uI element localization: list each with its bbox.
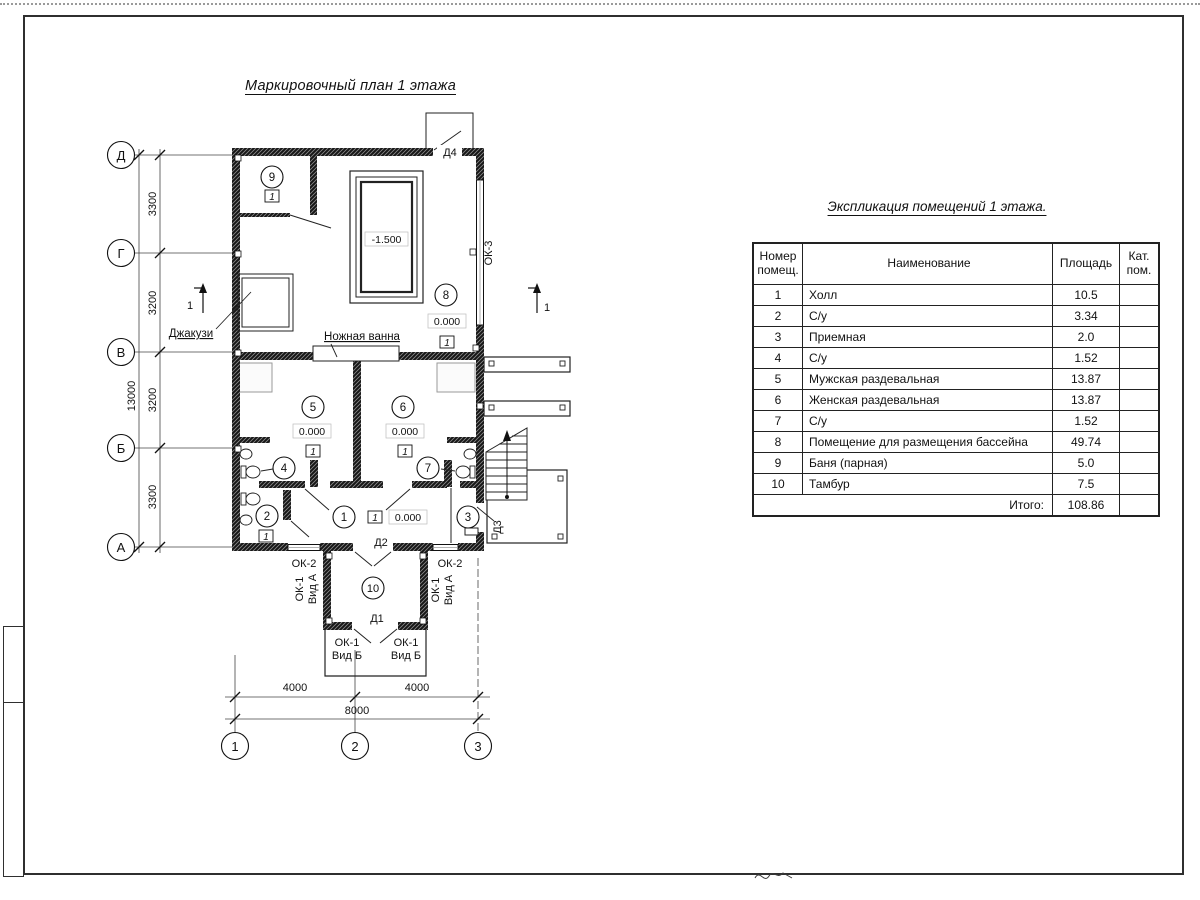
- window-label-vid-b: Вид Б: [331, 650, 363, 662]
- window-ok2-right: [433, 545, 458, 551]
- axis-label-2: 2: [351, 739, 359, 754]
- room-bubble-3: 3: [464, 512, 472, 524]
- right-benches: [484, 357, 570, 416]
- room-name: Женская раздевальная: [803, 390, 1053, 411]
- stairs: [486, 428, 527, 500]
- window-label-vid-a: Вид А: [307, 573, 319, 605]
- window-ok2-left: [288, 545, 320, 551]
- dim-left-3: 3200: [147, 387, 159, 413]
- room-name: С/у: [803, 411, 1053, 432]
- room-area: 13.87: [1053, 390, 1120, 411]
- pool-elevation: -1.500: [371, 234, 402, 246]
- window-label-ok1: ОК-1: [294, 576, 306, 602]
- window-label-vid-a: Вид А: [443, 574, 455, 606]
- room-name: Приемная: [803, 327, 1053, 348]
- toilet: [246, 466, 260, 478]
- floor-mark: 1: [402, 447, 408, 458]
- col-header-category: Кат. пом.: [1120, 243, 1160, 285]
- floor-mark: 1: [372, 513, 378, 524]
- jacuzzi: [216, 274, 293, 331]
- window-label-ok1: ОК-1: [430, 577, 442, 603]
- room-num: 10: [753, 474, 803, 495]
- axis-bubbles: [108, 142, 492, 760]
- elevation-mark: 0.000: [391, 426, 419, 438]
- toilet-tank: [470, 466, 475, 478]
- door-label-d4: Д4: [443, 147, 457, 159]
- toilet-tank: [241, 466, 246, 478]
- door-label-d1: Д1: [370, 613, 384, 625]
- room-bubble-1: 1: [340, 512, 348, 524]
- room-area: 49.74: [1053, 432, 1120, 453]
- room-name: Помещение для размещения бассейна: [803, 432, 1053, 453]
- room-bubble-5: 5: [309, 402, 317, 414]
- room-bubble-10: 10: [366, 583, 380, 595]
- sink: [240, 449, 252, 459]
- door-label-d2: Д2: [374, 537, 388, 549]
- room-num: 9: [753, 453, 803, 474]
- elevation-mark: 0.000: [298, 426, 326, 438]
- room-name: Баня (парная): [803, 453, 1053, 474]
- axis-label-a: А: [116, 540, 126, 555]
- room-name: Мужская раздевальная: [803, 369, 1053, 390]
- floor-mark: 1: [263, 532, 269, 543]
- section-number: 1: [186, 300, 194, 312]
- axis-label-3: 3: [474, 739, 482, 754]
- room-name: Холл: [803, 285, 1053, 306]
- total-value: 108.86: [1053, 495, 1120, 517]
- elevation-mark: 0.000: [394, 512, 422, 524]
- room-num: 2: [753, 306, 803, 327]
- room-num: 1: [753, 285, 803, 306]
- dim-left-4: 3300: [147, 484, 159, 510]
- elevation-mark: 0.000: [433, 316, 461, 328]
- room-area: 1.52: [1053, 411, 1120, 432]
- window-label-ok1: ОК-1: [334, 637, 360, 649]
- total-label: Итого:: [753, 495, 1053, 517]
- col-header-name: Наименование: [803, 243, 1053, 285]
- section-mark-right: [528, 283, 550, 314]
- room-bubble-9: 9: [268, 172, 276, 184]
- dim-bottom-2: 4000: [404, 682, 430, 694]
- window-label-vid-b: Вид Б: [390, 650, 422, 662]
- room-area: 3.34: [1053, 306, 1120, 327]
- explication-title: Экспликация помещений 1 этажа.: [827, 199, 1047, 214]
- room-num: 7: [753, 411, 803, 432]
- axis-label-b: Б: [116, 441, 126, 456]
- toilet: [456, 466, 470, 478]
- floor-mark: 1: [444, 338, 450, 349]
- room-num: 6: [753, 390, 803, 411]
- room-area: 2.0: [1053, 327, 1120, 348]
- room-area: 13.87: [1053, 369, 1120, 390]
- foot-bath-label: Ножная ванна: [324, 331, 400, 343]
- room-area: 1.52: [1053, 348, 1120, 369]
- room-num: 4: [753, 348, 803, 369]
- axis-label-1: 1: [231, 739, 239, 754]
- room-area: 5.0: [1053, 453, 1120, 474]
- axis-grid: [135, 149, 490, 733]
- toilet-tank: [241, 493, 246, 505]
- col-header-area: Площадь: [1053, 243, 1120, 285]
- foot-bath: [313, 344, 399, 361]
- floor-mark: 1: [310, 447, 316, 458]
- sink: [240, 515, 252, 525]
- room-bubble-6: 6: [399, 402, 407, 414]
- room-bubble-7: 7: [424, 463, 432, 475]
- room-bubble-2: 2: [263, 511, 271, 523]
- door-d4-vestibule: [426, 113, 473, 150]
- room-bubble-4: 4: [280, 463, 288, 475]
- dim-left-1: 3300: [147, 191, 159, 217]
- section-number: 1: [543, 302, 551, 314]
- floor-mark: 1: [269, 192, 275, 203]
- plan-title: Маркировочный план 1 этажа: [245, 78, 456, 94]
- window-label-ok1: ОК-1: [393, 637, 419, 649]
- room-name: С/у: [803, 306, 1053, 327]
- room-bubble-8: 8: [442, 290, 450, 302]
- axis-label-d: Д: [116, 148, 126, 163]
- col-header-number: Номер помещ.: [753, 243, 803, 285]
- dim-bottom-1: 4000: [282, 682, 308, 694]
- axis-label-g: Г: [117, 246, 125, 261]
- window-ok3: [470, 180, 484, 325]
- sink: [464, 449, 476, 459]
- room-name: Тамбур: [803, 474, 1053, 495]
- room-num: 8: [753, 432, 803, 453]
- dim-bottom-total: 8000: [344, 705, 370, 717]
- section-mark-left: [187, 283, 207, 313]
- door-label-d3: Д3: [492, 520, 504, 534]
- jacuzzi-label: Джакузи: [168, 328, 214, 340]
- room-num: 5: [753, 369, 803, 390]
- room-area: 7.5: [1053, 474, 1120, 495]
- room-num: 3: [753, 327, 803, 348]
- window-label-ok2: ОК-2: [437, 558, 463, 570]
- signature-scribble: [755, 873, 792, 878]
- room-area: 10.5: [1053, 285, 1120, 306]
- room-name: С/у: [803, 348, 1053, 369]
- window-label-ok3: ОК-3: [483, 240, 495, 266]
- window-label-ok2: ОК-2: [291, 558, 317, 570]
- dim-left-total: 13000: [126, 380, 138, 412]
- toilet: [246, 493, 260, 505]
- dim-left-2: 3200: [147, 290, 159, 316]
- axis-label-v: В: [116, 345, 126, 360]
